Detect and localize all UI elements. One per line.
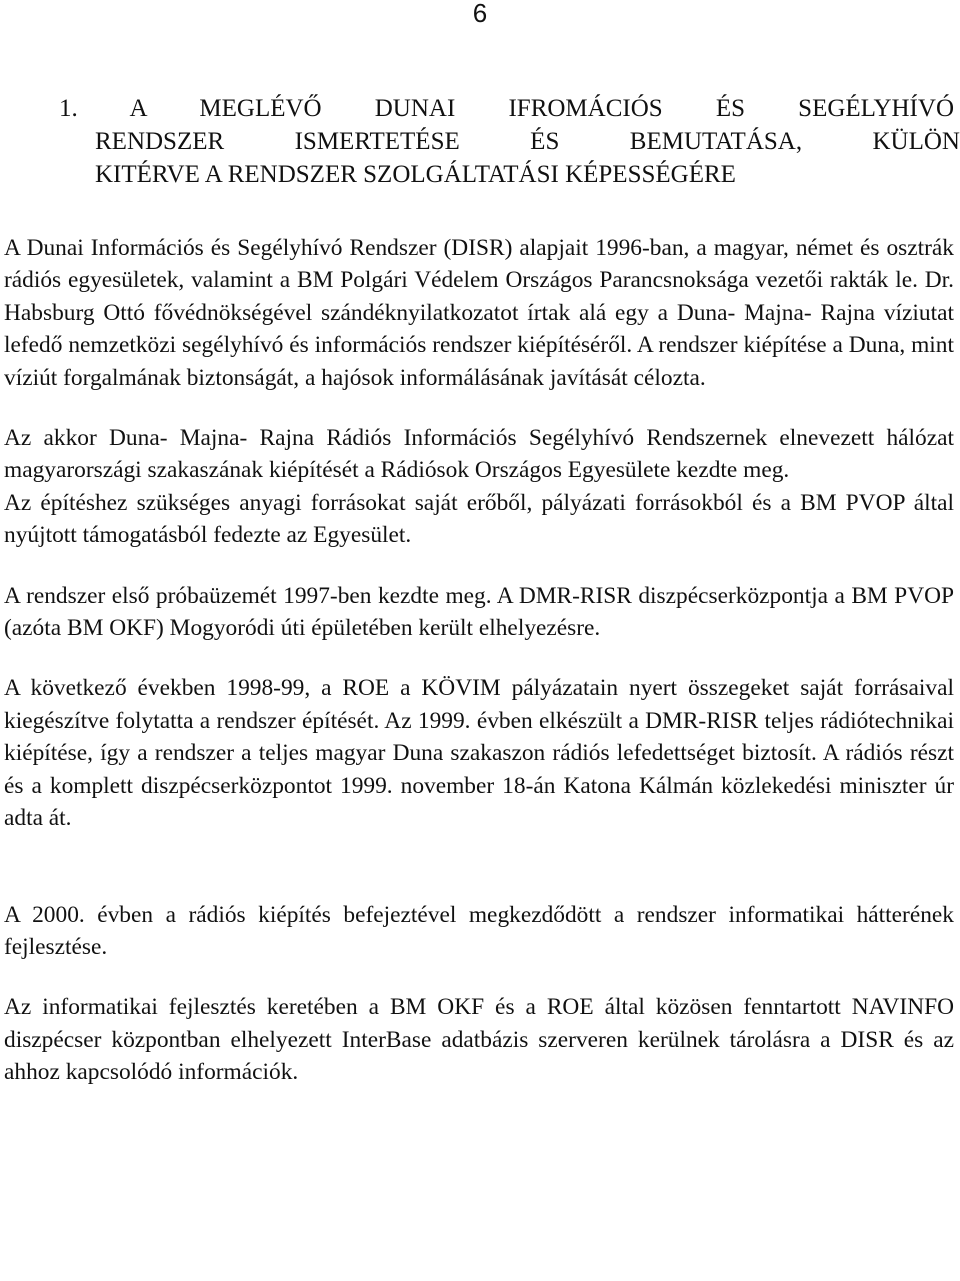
paragraph-spacer xyxy=(0,963,960,991)
page-number: 6 xyxy=(472,0,488,28)
paragraph-spacer xyxy=(0,394,960,422)
heading-line-3: KITÉRVE A RENDSZER SZOLGÁLTATÁSI KÉPESSÉGÉRE xyxy=(95,161,736,188)
document-body xyxy=(0,232,960,1089)
paragraph-network-start: Az akkor Duna- Majna- Rajna Rádiós Információs Segélyhívó Rendszernek elnevezett hálózat magyarországi szakaszának kiépítését a Rádiósok Országos Egyesülete kezdte meg. xyxy=(4,425,954,484)
heading-line-2: RENDSZER ISMERTETÉSE ÉS BEMUTATÁSA, KÜLÖN xyxy=(95,128,960,155)
heading-line-1: 1. A MEGLÉVŐ DUNAI IFROMÁCIÓS ÉS SEGÉLYHÍVÓ xyxy=(59,95,954,122)
paragraph-spacer xyxy=(0,835,960,899)
paragraph-it-development: A 2000. évben a rádiós kiépítés befejeztével megkezdődött a rendszer informatikai hátterének fejlesztése. xyxy=(4,901,954,960)
paragraph-navinfo: Az informatikai fejlesztés keretében a BM OKF és a ROE által közösen fenntartott NAVINFO diszpécser központban elhelyezett InterBase adatbázis szerveren kerülnek tárolásra a DISR és az ahhoz kapcsolódó információk. xyxy=(4,994,954,1086)
paragraph-disr-origins: A Dunai Információs és Segélyhívó Rendszer (DISR) alapjait 1996-ban, a magyar, német és osztrák rádiós egyesületek, valamint a BM Polgári Védelem Országos Parancsnoksága vezetői rakták le. Dr. Habsburg Ottó fővédnökségével szándéknyilatkozatot írtak alá egy a Duna- Majna- Rajna víziutat lefedő nemzetközi segélyhívó és információs rendszer kiépítéséről. A rendszer kiépítése a Duna, mint víziút forgalmának biztonságát, a hajósok informálásának javítását célozta. xyxy=(4,235,954,391)
paragraph-trial-operation: A rendszer első próbaüzemét 1997-ben kezdte meg. A DMR-RISR diszpécserközpontja a BM PVOP (azóta BM OKF) Mogyoródi úti épületében került elhelyezésre. xyxy=(4,582,954,642)
section-heading xyxy=(0,92,960,191)
paragraph-funding: Az építéshez szükséges anyagi forrásokat saját erőből, pályázati forrásokból és a BM PVOP által nyújtott támogatásból fedezte az Egyesület. xyxy=(4,489,954,549)
paragraph-spacer xyxy=(0,644,960,672)
paragraph-spacer xyxy=(0,552,960,580)
paragraph-construction-years: A következő években 1998-99, a ROE a KÖVIM pályázatain nyert összegeket saját forrásaival kiegészítve folytatta a rendszer építését. Az 1999. évben elkészült a DMR-RISR teljes rádiótechnikai kiépítése, így a rendszer a teljes magyar Duna szakaszon rádiós lefedettséget biztosít. A rádiós részt és a komplett diszpécserközpontot 1999. november 18-án Katona Kálmán közlekedési miniszter úr adta át. xyxy=(4,675,954,832)
